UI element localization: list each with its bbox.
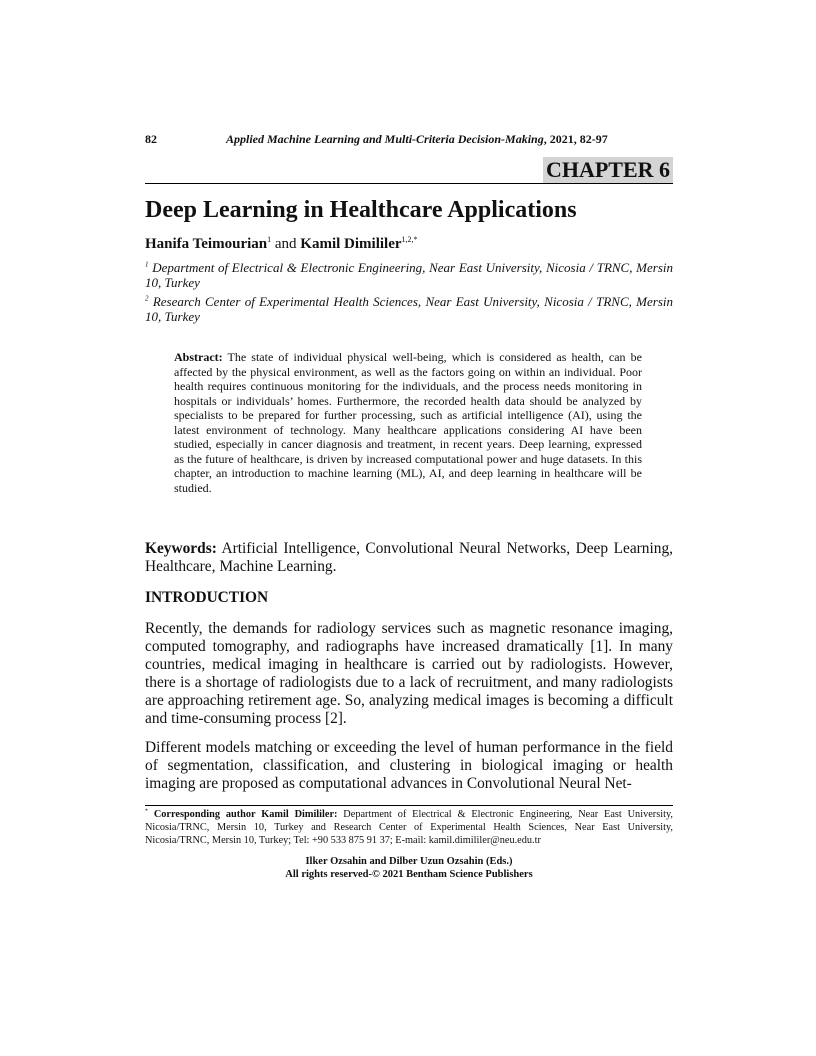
affiliation-1-mark: 1 — [145, 260, 149, 269]
paper-title: Deep Learning in Healthcare Applications — [145, 197, 577, 223]
intro-paragraph-2: Different models matching or exceeding the level of human performance in the field of segmentation, classification, and clustering in biological imaging or health imaging are proposed as computational advances in Convolutional Neural Net- — [145, 739, 673, 792]
author-1-affil-mark: 1 — [267, 235, 272, 244]
affiliation-1-text: Department of Electrical & Electronic Engineering, Near East University, Nicosia / TRNC, Mersin 10, Turkey — [145, 260, 674, 290]
journal-title: Applied Machine Learning and Multi-Criteria Decision-Making — [226, 132, 544, 146]
author-1: Hanifa Teimourian — [145, 236, 268, 252]
journal-details: , 2021, 82-97 — [543, 132, 608, 146]
page-number: 82 — [145, 132, 157, 146]
footnote-rule — [145, 805, 673, 806]
author-2: Kamil Dimililer — [300, 236, 402, 252]
intro-paragraph-1: Recently, the demands for radiology services such as magnetic resonance imaging, computed tomography, and radiographs have increased dramatically [1]. In many countries, medical imaging in healthcare is carried out by radiologists. However, there is a shortage of radiologists due to a lack of recruitment, and many radiologists are approaching retirement age. So, analyzing medical images is becoming a difficult and time-consuming process [2]. — [145, 620, 673, 727]
footnote-text: Department of Electrical & Electronic Engineering, Near East University, Nicosia/TRNC, Mersin 10, Turkey and Research Center of Experimental Health Sciences, Near East University, Nicosia/TRNC, Mersin 10, Turkey; Tel: +90 533 875 91 37; E-mail: kamil.dimililer@neu.edu.tr — [145, 809, 673, 846]
affiliation-2 — [145, 294, 673, 324]
running-header — [226, 132, 608, 147]
abstract-text: The state of individual physical well-being, which is considered as health, can be affected by the physical environment, as well as the factors going on within an individual. Poor health requires continuous monitoring for the individuals, and the process needs monitoring in hospitals or individuals’ homes. Furthermore, the recorded health data should be analyzed by specialists to be prepared for further processing, such as artificial intelligence (AI), using the latest environment of technology. Many healthcare applications considering AI have been studied, especially in cancer diagnosis and treatment, in recent years. Deep learning, expressed as the future of healthcare, is driven by increased computational power and huge datasets. In this chapter, an introduction to machine learning (ML), AI, and deep learning in healthcare will be studied. — [174, 350, 642, 495]
keywords-label: Keywords: — [145, 540, 217, 557]
affiliation-2-mark: 2 — [145, 294, 149, 303]
header-rule — [145, 183, 673, 184]
author-line — [145, 236, 418, 253]
footnote-label: Corresponding author Kamil Dimililer: — [153, 809, 338, 820]
publisher-credits — [145, 855, 673, 881]
footnote — [145, 809, 673, 847]
affiliation-2-text: Research Center of Experimental Health Sciences, Near East University, Nicosia / TRNC, Mersin 10, Turkey — [145, 294, 673, 324]
chapter-label: CHAPTER 6 — [543, 157, 673, 183]
abstract-label: Abstract: — [174, 350, 223, 364]
author-2-affil-mark: 1,2,* — [401, 235, 418, 244]
author-conjunction: and — [271, 236, 301, 252]
abstract — [174, 350, 642, 495]
rights-line: All rights reserved-© 2021 Bentham Science Publishers — [285, 869, 533, 880]
keywords — [145, 540, 673, 575]
editors-line: Ilker Ozsahin and Dilber Uzun Ozsahin (Eds.) — [305, 856, 513, 867]
keywords-text: Artificial Intelligence, Convolutional Neural Networks, Deep Learning, Healthcare, Machine Learning. — [145, 540, 673, 575]
footnote-mark: * — [145, 808, 148, 815]
section-heading-introduction: INTRODUCTION — [145, 589, 269, 606]
affiliation-1 — [145, 260, 673, 290]
